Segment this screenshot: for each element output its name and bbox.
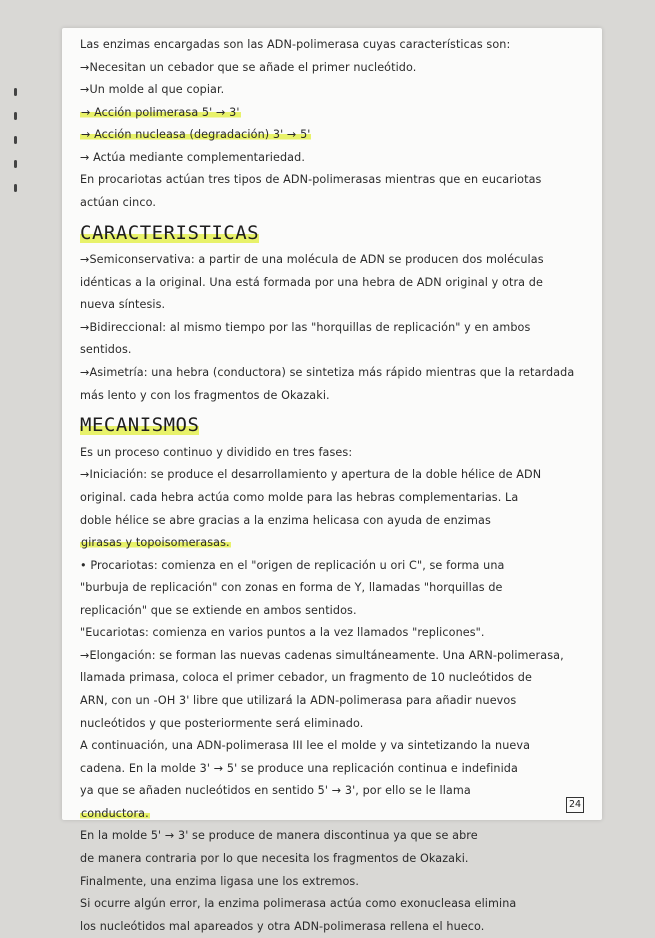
note-line: Finalmente, una enzima ligasa une los extremos. bbox=[80, 874, 360, 888]
note-line: doble hélice se abre gracias a la enzima helicasa con ayuda de enzimas bbox=[80, 513, 491, 527]
note-line: de manera contraria por lo que necesita los fragmentos de Okazaki. bbox=[80, 851, 469, 865]
note-line: → Acción nucleasa (degradación) 3' → 5' bbox=[81, 128, 311, 142]
note-line: Las enzimas encargadas son las ADN-polimerasa cuyas características son: bbox=[80, 38, 511, 51]
note-line: original. cada hebra actúa como molde para las hebras complementarias. La bbox=[80, 490, 519, 504]
note-line: replicación" que se extiende en ambos sentidos. bbox=[80, 603, 357, 617]
note-line: →Un molde al que copiar. bbox=[80, 83, 225, 97]
note-line: girasas y topoisomerasas. bbox=[81, 536, 230, 550]
note-line: → Acción polimerasa 5' → 3' bbox=[81, 105, 240, 119]
note-line: →Asimetría: una hebra (conductora) se sintetiza más rápido mientras que la retardada bbox=[80, 366, 575, 379]
handwritten-notes bbox=[80, 34, 585, 938]
page-number: 24 bbox=[566, 797, 584, 813]
note-line: "Eucariotas: comienza en varios puntos a la vez llamados "replicones". bbox=[80, 626, 485, 640]
note-line: idénticas a la original. Una está formada por una hebra de ADN original y otra de bbox=[80, 275, 543, 289]
note-line: sentidos. bbox=[80, 343, 132, 357]
note-line: ya que se añaden nucleótidos en sentido 5' → 3', por ello se le llama bbox=[80, 784, 471, 798]
note-line: ARN, con un -OH 3' libre que utilizará la ADN-polimerasa para añadir nuevos bbox=[80, 694, 517, 707]
note-line: "burbuja de replicación" con zonas en forma de Y, llamadas "horquillas de bbox=[80, 581, 503, 595]
note-line: cadena. En la molde 3' → 5' se produce una replicación continua e indefinida bbox=[80, 761, 518, 775]
note-line: →Semiconservativa: a partir de una molécula de ADN se producen dos moléculas bbox=[80, 253, 544, 267]
note-line: A continuación, una ADN-polimerasa III lee el molde y va sintetizando la nueva bbox=[80, 739, 531, 753]
note-line: Es un proceso continuo y dividido en tres fases: bbox=[80, 445, 353, 459]
note-line: En la molde 5' → 3' se produce de manera discontinua ya que se abre bbox=[80, 829, 478, 843]
note-line: →Elongación: se forman las nuevas cadenas simultáneamente. Una ARN-polimerasa, bbox=[80, 648, 564, 662]
note-line: → Actúa mediante complementariedad. bbox=[80, 150, 305, 164]
note-line: →Iniciación: se produce el desarrollamiento y apertura de la doble hélice de ADN bbox=[80, 468, 542, 482]
note-line: →Necesitan un cebador que se añade el primer nucleótido. bbox=[80, 60, 417, 74]
note-line: nucleótidos y que posteriormente será eliminado. bbox=[80, 716, 364, 730]
note-line: más lento y con los fragmentos de Okazaki. bbox=[80, 388, 330, 402]
note-line: conductora. bbox=[81, 806, 149, 820]
section-heading-mecanismos: MECANISMOS bbox=[80, 414, 200, 437]
note-line: Si ocurre algún error, la enzima polimerasa actúa como exonucleasa elimina bbox=[80, 897, 517, 911]
note-line: actúan cinco. bbox=[80, 195, 156, 209]
note-line: nueva síntesis. bbox=[80, 298, 166, 312]
note-line: En procariotas actúan tres tipos de ADN-polimerasas mientras que en eucariotas bbox=[80, 173, 542, 187]
note-line: →Bidireccional: al mismo tiempo por las "horquillas de replicación" y en ambos bbox=[80, 320, 531, 334]
note-line: • Procariotas: comienza en el "origen de replicación u ori C", se forma una bbox=[80, 558, 505, 572]
section-heading-caracteristicas: CARACTERISTICAS bbox=[80, 221, 260, 244]
note-line: llamada primasa, coloca el primer cebador, un fragmento de 10 nucleótidos de bbox=[80, 671, 532, 685]
binding-marks bbox=[14, 88, 26, 228]
note-line: los nucleótidos mal apareados y otra ADN-polimerasa rellena el hueco. bbox=[80, 919, 485, 933]
